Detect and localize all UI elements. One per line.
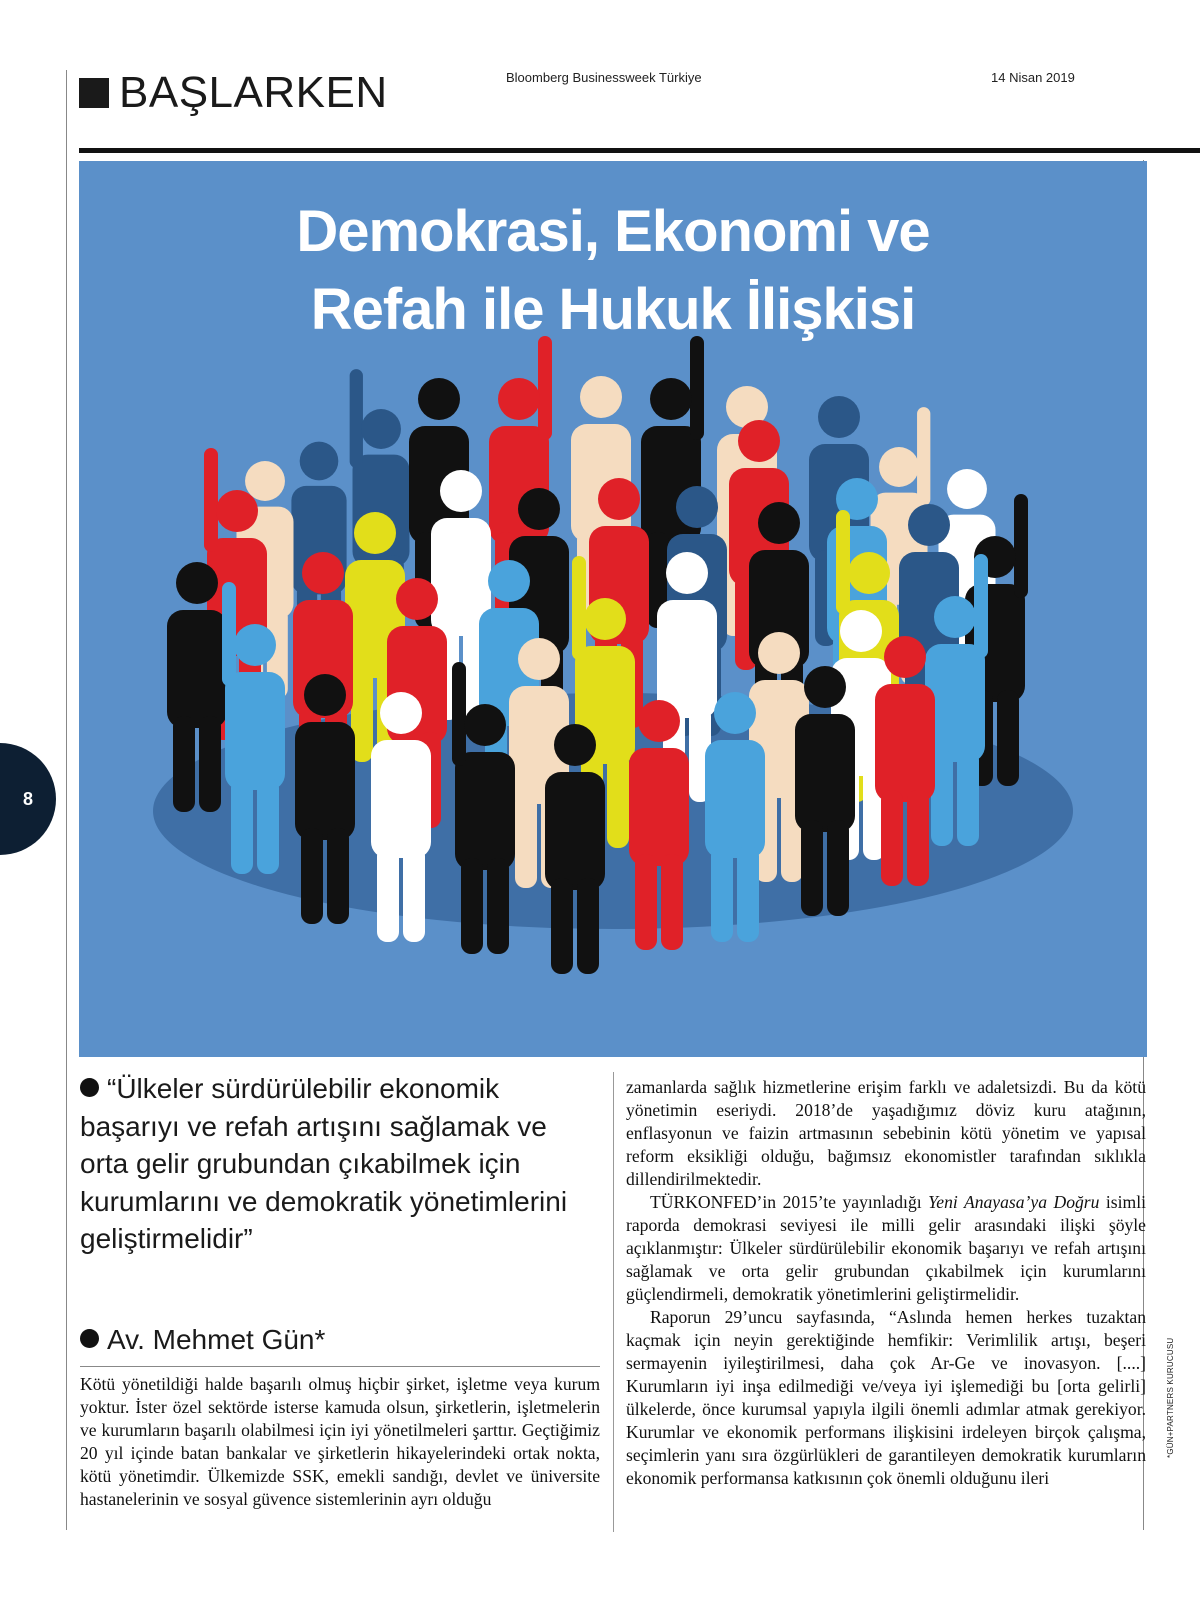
body-text: isimli raporda demokrasi seviyesi ile milli gelir arasındaki ilişki şöyle açıklanmıştır: Ülkeler sürdürülebilir ekonomik başarıyı ve refah artışını sağlamak ve orta gelir grubundan çıkabilmek için kurumlarını güçlendirmeli, demokratik yönetimlerini geliştirmelidir. — [626, 1192, 1146, 1304]
body-paragraph: Raporun 29’uncu sayfasında, “Aslında hemen herkes tuzaktan kaçmak için neyin gerektiğinde hemfikir: Verimlilik artışı, beşeri sermayenin iyileştirilmesi, daha çok Ar-Ge ve inovasyon. [....] Kurumların iyi inşa edilmediği ve/veya iyi işlemediği bu [orta gelirli] ülkelerde, önce kurumsal yapıyla ilgili önemli adımlar atmak gerekiyor. Kurumlar ve ekonomik performans ilişkisini irdeleyen birçok çalışma, seçimlerin yanı sıra özgürlükleri de garantileyen demokratik kurumların ekonomik performansa katkısının çok önemli olduğunu ileri — [626, 1307, 1146, 1488]
bullet-icon — [80, 1329, 99, 1348]
body-paragraph: zamanlarda sağlık hizmetlerine erişim farklı ve adaletsizdi. Bu da kötü yönetimin eseriydi. 2018’de yaşadığımız döviz kuru atağının, enflasyonun ve faizin artmasının sebebinin kötü yönetim ve yapısal reform eksikliği olduğu, bağımsız ekonomistler tarafından sıklıkla dillendirilmektedir. — [626, 1077, 1146, 1189]
section-header — [79, 68, 388, 118]
author-name: Av. Mehmet Gün* — [107, 1324, 326, 1355]
hero-illustration — [79, 161, 1147, 1057]
byline-rule — [80, 1366, 600, 1367]
article-title — [79, 193, 1147, 349]
issue-date: 14 Nisan 2019 — [991, 70, 1075, 85]
bullet-icon — [80, 1078, 99, 1097]
author-credit: *GÜN+PARTNERS KURUCUSU — [1166, 1337, 1175, 1458]
page-number-tab — [0, 743, 56, 855]
article-title-line-2: Refah ile Hukuk İlişkisi — [310, 277, 916, 342]
section-title: BAŞLARKEN — [119, 68, 388, 117]
author-byline — [80, 1322, 600, 1358]
body-paragraph — [626, 1191, 1146, 1306]
pull-quote — [80, 1070, 600, 1258]
report-title: Yeni Anayasa’ya Doğru — [928, 1192, 1100, 1212]
body-column-left — [80, 1373, 600, 1529]
page-number: 8 — [22, 788, 33, 809]
column-divider — [613, 1072, 614, 1532]
body-text: TÜRKONFED’in 2015’te yayınladığı — [650, 1192, 929, 1212]
body-paragraph: Kötü yönetildiği halde başarılı olmuş hiçbir şirket, işletme veya kurum yoktur. İster özel sektörde isterse kamuda olsun, şirketlerin, işletmelerin ve kurumların başarılı olabilmesi için iyi yönetilmeleri şarttır. Geçtiğimiz 20 yıl içinde batan bankalar ve şirketlerin hikayelerindeki ortak nokta, kötü yönetimdir. Ülkemizde SSK, emekli sandığı, devlet ve üniversite hastanelerinin ve sosyal güvence sistemlerinin ayrı olduğu — [80, 1374, 600, 1509]
section-square-icon — [79, 78, 109, 108]
header-rule — [79, 148, 1200, 153]
article-title-line-1: Demokrasi, Ekonomi ve — [296, 199, 930, 264]
pull-quote-text: “Ülkeler sürdürülebilir ekonomik başarıyı ve refah artışını sağlamak ve orta gelir grubundan çıkabilmek için kurumlarını ve demokratik yönetimlerini geliştirmelidir” — [80, 1073, 568, 1254]
left-margin-rule — [66, 70, 67, 1530]
magazine-name: Bloomberg Businessweek Türkiye — [506, 70, 702, 85]
body-column-right — [626, 1076, 1146, 1530]
